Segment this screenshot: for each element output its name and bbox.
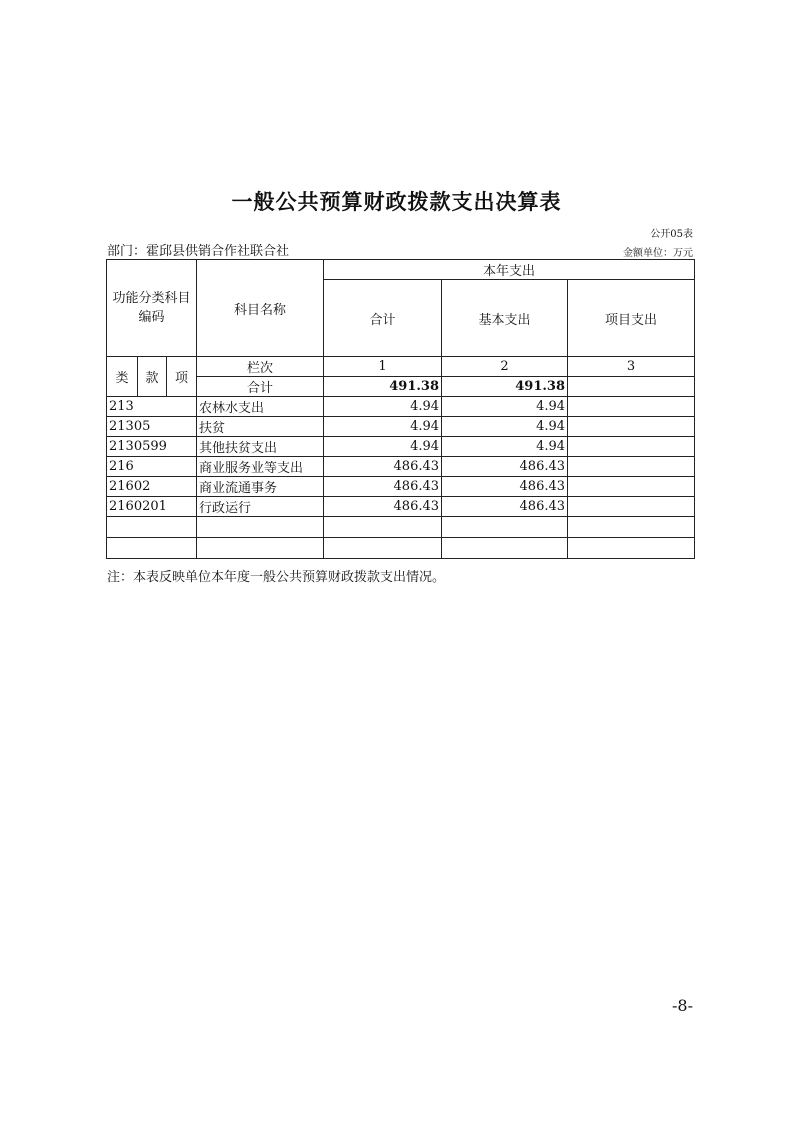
row-total: 486.43 [324,457,442,477]
header-lei: 类 [107,357,138,397]
row-code: 2130599 [107,437,197,457]
row-name: 扶贫 [197,417,324,437]
row-total: 4.94 [324,397,442,417]
row-basic: 4.94 [442,437,568,457]
header-project: 项目支出 [568,280,695,357]
row-total: 486.43 [324,497,442,517]
empty-row [107,538,695,559]
expenditure-table [106,259,695,559]
row-project [568,457,695,477]
total-project [568,377,695,397]
header-current-year: 本年支出 [324,260,695,280]
table-row [107,497,695,517]
row-total: 4.94 [324,417,442,437]
column-index-label: 栏次 [197,357,324,377]
empty-row [107,517,695,538]
row-basic: 486.43 [442,497,568,517]
report-title: 一般公共预算财政拨款支出决算表 [231,190,562,214]
row-basic: 486.43 [442,477,568,497]
row-name: 商业流通事务 [197,477,324,497]
column-index-1: 1 [324,357,442,377]
row-name: 商业服务业等支出 [197,457,324,477]
table-note: 注：本表反映单位本年度一般公共预算财政拨款支出情况。 [107,570,446,585]
row-project [568,477,695,497]
header-total: 合计 [324,280,442,357]
header-basic: 基本支出 [442,280,568,357]
total-amount: 491.38 [324,377,442,397]
header-code-group: 功能分类科目编码 [107,260,197,357]
row-project [568,417,695,437]
total-basic: 491.38 [442,377,568,397]
header-kuan: 款 [138,357,167,397]
row-code: 21602 [107,477,197,497]
table-row [107,437,695,457]
row-total: 486.43 [324,477,442,497]
row-basic: 4.94 [442,397,568,417]
row-code: 2160201 [107,497,197,517]
row-code: 213 [107,397,197,417]
row-basic: 4.94 [442,417,568,437]
row-code: 21305 [107,417,197,437]
row-total: 4.94 [324,437,442,457]
row-project [568,397,695,417]
table-row [107,417,695,437]
header-name: 科目名称 [197,260,324,357]
amount-unit: 金额单位：万元 [623,248,693,259]
row-name: 行政运行 [197,497,324,517]
row-code: 216 [107,457,197,477]
row-project [568,437,695,457]
column-index-3: 3 [568,357,695,377]
form-number: 公开05表 [650,229,693,240]
column-index-2: 2 [442,357,568,377]
table-row [107,457,695,477]
department-label: 部门：霍邱县供销合作社联合社 [107,244,290,259]
table-row [107,477,695,497]
table-row [107,397,695,417]
total-label: 合计 [197,377,324,397]
row-basic: 486.43 [442,457,568,477]
row-project [568,497,695,517]
header-xiang: 项 [167,357,197,397]
row-name: 农林水支出 [197,397,324,417]
row-name: 其他扶贫支出 [197,437,324,457]
page-number: -8- [672,996,693,1015]
